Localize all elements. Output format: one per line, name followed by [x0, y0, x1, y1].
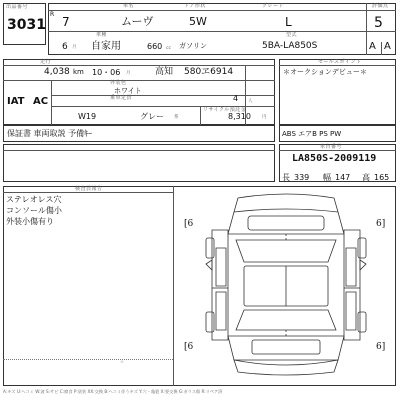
notes-footer-mark: ☆ — [120, 360, 125, 365]
recycle-fee: 8,310 — [228, 112, 251, 121]
capacity: 4 — [233, 94, 239, 103]
interior-score: A — [369, 41, 376, 52]
fuel-type: ガソリン — [179, 42, 207, 50]
lot-number: 3031 — [7, 17, 46, 33]
maker-label: 車名 — [123, 3, 135, 9]
dimension-height: 165 — [374, 173, 390, 182]
month: 6 — [62, 42, 68, 52]
lot-number-label: 出品番号 — [6, 4, 29, 10]
dimension-height-label: 高 — [362, 173, 370, 182]
interior-color-unit: 系 — [174, 115, 179, 120]
month-unit: 月 — [72, 45, 77, 50]
tire-front-left: [6 — [184, 219, 194, 229]
inspection-unit: 月 — [126, 71, 131, 76]
mileage: 4,038 — [44, 67, 70, 77]
score-label: 評価点 — [372, 3, 389, 9]
dimension-length-label: 長 — [282, 173, 290, 182]
interior-color: グレー — [140, 112, 164, 121]
usage: 自家用 — [91, 41, 121, 52]
inspection-date: 10・06 — [92, 68, 121, 77]
papers: 保証書 車両取説 予備ｷｰ — [7, 129, 93, 138]
dimension-width-label: 幅 — [323, 173, 331, 182]
dimension-length: 339 — [294, 173, 310, 182]
grade: L — [285, 15, 292, 29]
note-line-1: ステレオレス穴 — [6, 195, 62, 204]
color-label: 外装色 — [110, 80, 127, 86]
mileage-label: 走行 — [40, 59, 52, 65]
chassis-label: 車台番号 — [320, 144, 343, 150]
model-name: ムーヴ — [121, 15, 154, 28]
mileage-unit: km — [73, 68, 84, 76]
dimension-width: 147 — [335, 173, 351, 182]
chassis-number: LA850S-2009119 — [292, 153, 377, 164]
note-line-3: 外装小傷有り — [6, 217, 54, 226]
tire-front-right: 6] — [376, 219, 386, 229]
tire-rear-right: 6] — [376, 342, 386, 352]
damage-legend: A:キズ U:ヘコミ W:波 S:サビ C:腐食 P:塗装 XX:交換 B:ヘコミ伴うキズ Y:穴・亀裂 X:要交換 G:ガラス傷 R:リペア済 — [3, 389, 223, 394]
transmission: IAT — [7, 96, 25, 107]
year-prefix: R — [50, 11, 55, 18]
capacity-unit: 人 — [248, 99, 253, 104]
equipment: ABS エアB PS PW — [282, 130, 342, 138]
exterior-color: ホワイト — [114, 87, 142, 95]
exterior-score: A — [384, 41, 391, 52]
color-code: W19 — [78, 112, 97, 121]
displacement: 660 — [147, 42, 163, 51]
notes-label: 検査員報告 — [75, 186, 103, 192]
model-code-label: 型式 — [286, 32, 298, 38]
model-code: 5BA-LA850S — [262, 41, 318, 51]
usage-label: 車種 — [96, 32, 108, 38]
recycle-unit: 円 — [262, 115, 267, 120]
grade-label: グレード — [262, 3, 285, 9]
note-line-2: コンソール傷小 — [6, 206, 62, 215]
plate-region: 高知 — [155, 67, 174, 77]
tire-rear-left: [6 — [184, 342, 194, 352]
recycle-label: リサイクル預託金 — [203, 107, 247, 113]
sales-point-label: セールスポイント — [318, 59, 362, 65]
doors-label: ドア形状 — [184, 3, 206, 9]
displacement-unit: cc — [166, 46, 171, 51]
air-conditioning: AC — [33, 96, 49, 107]
model-year: 7 — [62, 15, 70, 29]
car-diagram — [176, 190, 396, 380]
plate-number: 580ヱ6914 — [184, 67, 234, 77]
capacity-label: 乗車定員 — [110, 95, 133, 101]
door-type: 5W — [189, 15, 207, 28]
score: 5 — [374, 15, 383, 31]
sales-point-text: ＊オークションデビュー＊ — [283, 68, 367, 76]
